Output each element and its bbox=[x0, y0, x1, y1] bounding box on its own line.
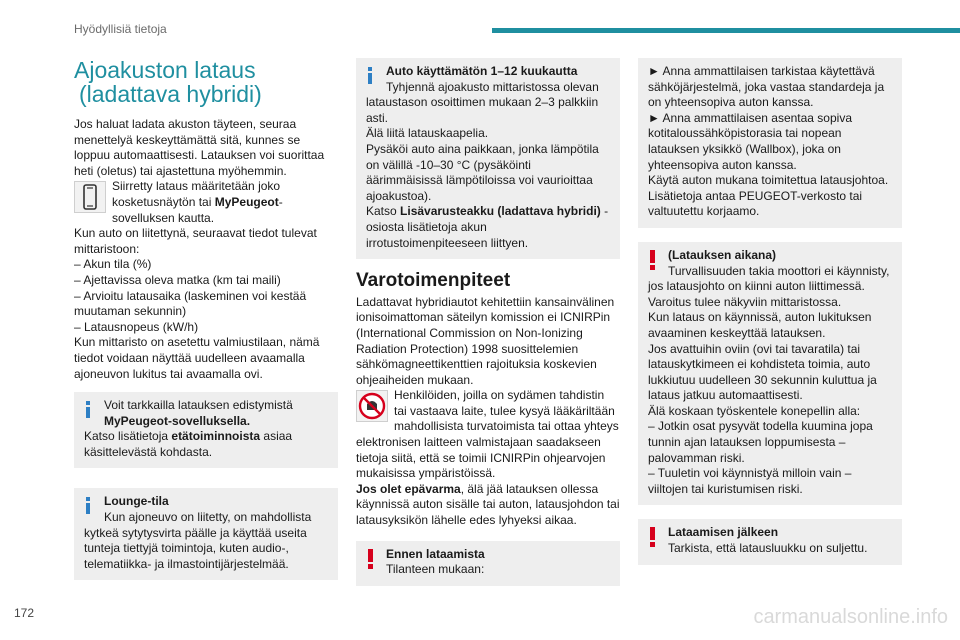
installation-box bbox=[638, 58, 902, 228]
info-icon bbox=[86, 401, 90, 418]
precautions-heading: Varotoimenpiteet bbox=[356, 270, 511, 292]
uncertain-text: , älä jää latauksen ollessa käynnissä auton sisälle tai auton, latausjohdon tai latausyksikön lähelle edes lyhyeksi aikaa. bbox=[356, 481, 620, 528]
warning-icon bbox=[650, 527, 655, 547]
list-item: – Arvioitu latausaika (laskeminen voi kestää muutaman sekunnin) bbox=[74, 288, 307, 319]
warning-box-before-charging bbox=[356, 541, 620, 586]
during-title: (Latauksen aikana) bbox=[668, 247, 777, 262]
during-body-6: – Tuuletin voi käynnistyä milloin vain – viiltojen tai kuristumisen riski. bbox=[648, 466, 852, 496]
during-text: Turvallisuuden takia moottori ei käynnisty, jos latausjohto on kiinni auton liittimessä. Varoitus tulee näkyviin mittaristossa. bbox=[648, 263, 890, 309]
before-title: Ennen lataamista bbox=[386, 546, 485, 561]
during-body-2: Kun lataus on käynnissä, auton lukituksen avaaminen keskeyttää latauksen. bbox=[648, 310, 872, 340]
unused-body-1 bbox=[366, 80, 610, 127]
pacemaker-text: Henkilöiden, joilla on sydämen tahdistin tai vastaava laite, tulee kysyä lääkäriltään mahdollisista turvatoimista tai ottaa yhteys elektronisen laitteen valmistajaan saadakseen tietoja siitä, että se toimii ICNIRPin ohjearvojen mukaisissa ympäristöissä. bbox=[356, 388, 619, 481]
title-line-1: Ajoakuston lataus bbox=[74, 57, 256, 83]
installation-line-3: Käytä auton mukana toimitettua latausjohtoa. Lisätietoja antaa PEUGEOT-verkosto tai valtuutettu korjaamo. bbox=[648, 173, 889, 219]
installation-line-1: ► Anna ammattilaisen tarkistaa käytettävä sähköjärjestelmä, joka vastaa standardeja ja on yhteensopiva auton kanssa. bbox=[648, 64, 885, 110]
phone-note-app: MyPeugeot bbox=[214, 194, 279, 209]
pacemaker-note bbox=[356, 388, 620, 482]
warning-box-during-charging bbox=[638, 242, 902, 506]
list-item: – Ajettavissa oleva matka (km tai maili) bbox=[74, 272, 281, 287]
phone-note bbox=[74, 179, 338, 226]
lounge-text: Kun ajoneuvo on liitetty, on mahdollista kytkeä sytytysvirta päälle ja käyttää useita tunteja tiettyjä toimintoja, kuten audio-, telematiikka- ja ilmastointijärjestelmää. bbox=[84, 510, 312, 571]
title-line-2: (ladattava hybridi) bbox=[79, 81, 262, 107]
dashboard-paragraph: Kun auto on liitettynä, seuraavat tiedot tulevat mittaristoon: bbox=[74, 226, 317, 256]
during-body-1 bbox=[648, 264, 892, 311]
after-title: Lataamisen jälkeen bbox=[668, 525, 779, 540]
list-item: – Latausnopeus (kW/h) bbox=[74, 319, 199, 334]
watermark: carmanualsonline.info bbox=[753, 606, 948, 628]
unused-body-3: Pysäköi auto aina paikkaan, jonka lämpötila on välillä -10–30 °C (pysäköinti äärimmäisissä lämpötiloissa voi vaurioittaa ajoakustoa). bbox=[366, 141, 599, 203]
header-accent-bar bbox=[492, 28, 960, 33]
info-icon bbox=[86, 497, 90, 514]
info-box-line1: Voit tarkkailla latauksen edistymistä bbox=[104, 398, 293, 413]
page-number: 172 bbox=[14, 606, 35, 620]
info-box-line3 bbox=[84, 429, 328, 460]
warning-icon bbox=[368, 549, 373, 569]
info-box-lounge bbox=[74, 488, 338, 580]
smartphone-icon bbox=[74, 181, 106, 213]
phone-note-text-c: -sovelluksen kautta. bbox=[112, 194, 283, 225]
during-body-3: Jos avattuihin oviin (ovi tai tavaratila) tai latauskytkimeen ei kohdisteta toimia, auto lukkiutuu uudelleen 30 sekunnin kuluttua ja lataus jatkuu automaattisesti. bbox=[648, 341, 877, 403]
list-item: – Akun tila (%) bbox=[74, 257, 152, 272]
info-box-text: asiaa käsittelevästä kohdasta. bbox=[84, 429, 293, 459]
unused-text: Katso bbox=[366, 204, 401, 219]
warning-icon bbox=[650, 250, 655, 270]
info-box-mypeugeot bbox=[74, 392, 338, 468]
info-box-text: Katso lisätietoja bbox=[84, 429, 172, 444]
intro-paragraph: Jos haluat ladata akuston täyteen, seuraa menettelyä keskeyttämättä sitä, kunnes se loppuu automaattisesti. Latauksen voi suorittaa heti (oletus) tai ajastettuna myöhemmin. bbox=[74, 117, 325, 178]
info-list bbox=[74, 257, 338, 335]
installation-line-2: ► Anna ammattilaisen asentaa sopiva kotitaloussähköpistorasia tai nopean latauksen yksikkö (Wallbox), joka on yhteensopiva auton kanssa. bbox=[648, 110, 852, 172]
unused-title: Auto käyttämätön 1–12 kuukautta bbox=[386, 64, 578, 78]
unused-text: -osiosta lisätietoja akun irrotustoimenpiteeseen liittyen. bbox=[366, 204, 609, 250]
column-1 bbox=[74, 58, 338, 590]
section-header: Hyödyllisiä tietoja bbox=[74, 22, 167, 36]
after-body: Tarkista, että latausluukku on suljettu. bbox=[668, 541, 868, 556]
unused-body-2: Älä liitä latauskaapelia. bbox=[366, 126, 489, 141]
phone-note-text-a: Siirretty lataus määritetään joko kosketusnäytön tai bbox=[112, 179, 281, 209]
column-2 bbox=[356, 58, 620, 596]
standby-paragraph: Kun mittaristo on asetettu valmiustilaan, nämä tiedot voidaan näyttää uudelleen avaamalla ajoneuvon lukitus tai avaamalla ovi. bbox=[74, 335, 320, 381]
page-title bbox=[74, 58, 338, 106]
pacemaker-warning-icon bbox=[356, 390, 388, 422]
info-box-line2: MyPeugeot-sovelluksella. bbox=[104, 413, 251, 428]
lounge-title: Lounge-tila bbox=[104, 494, 169, 509]
unused-body-4 bbox=[366, 204, 610, 251]
before-body: Tilanteen mukaan: bbox=[386, 562, 485, 577]
info-box-unused-car bbox=[356, 58, 620, 259]
unused-text: Tyhjennä ajoakusto mittaristossa olevan lataustason osoittimen mukaan 2–3 palkkiin asti. bbox=[366, 79, 599, 125]
warning-box-after-charging bbox=[638, 519, 902, 564]
during-body-4: Älä koskaan työskentele konepellin alla: bbox=[648, 403, 861, 418]
info-icon bbox=[368, 67, 372, 84]
unused-link: Lisävarusteakku (ladattava hybridi) bbox=[400, 204, 601, 219]
uncertain-bold: Jos olet epävarma bbox=[356, 481, 461, 496]
uncertain-paragraph bbox=[356, 482, 620, 529]
lounge-body bbox=[84, 510, 328, 572]
column-3 bbox=[638, 58, 902, 575]
during-body-5: – Jotkin osat pysyvät todella kuumina jopa tunnin ajan latauksen loppumisesta – palovamman riski. bbox=[648, 419, 873, 465]
info-box-link: etätoiminnoista bbox=[171, 429, 261, 444]
icnirp-paragraph: Ladattavat hybridiautot kehitettiin kansainvälinen ionisoimattoman säteilyn komission ei ICNIRPin (International Commission on Non-Ionizing Radiation Protection) 1998 suosittelemien sähkömagneettikenttien rajoituksia koskevien ohjeaiheiden mukaan. bbox=[356, 294, 615, 387]
